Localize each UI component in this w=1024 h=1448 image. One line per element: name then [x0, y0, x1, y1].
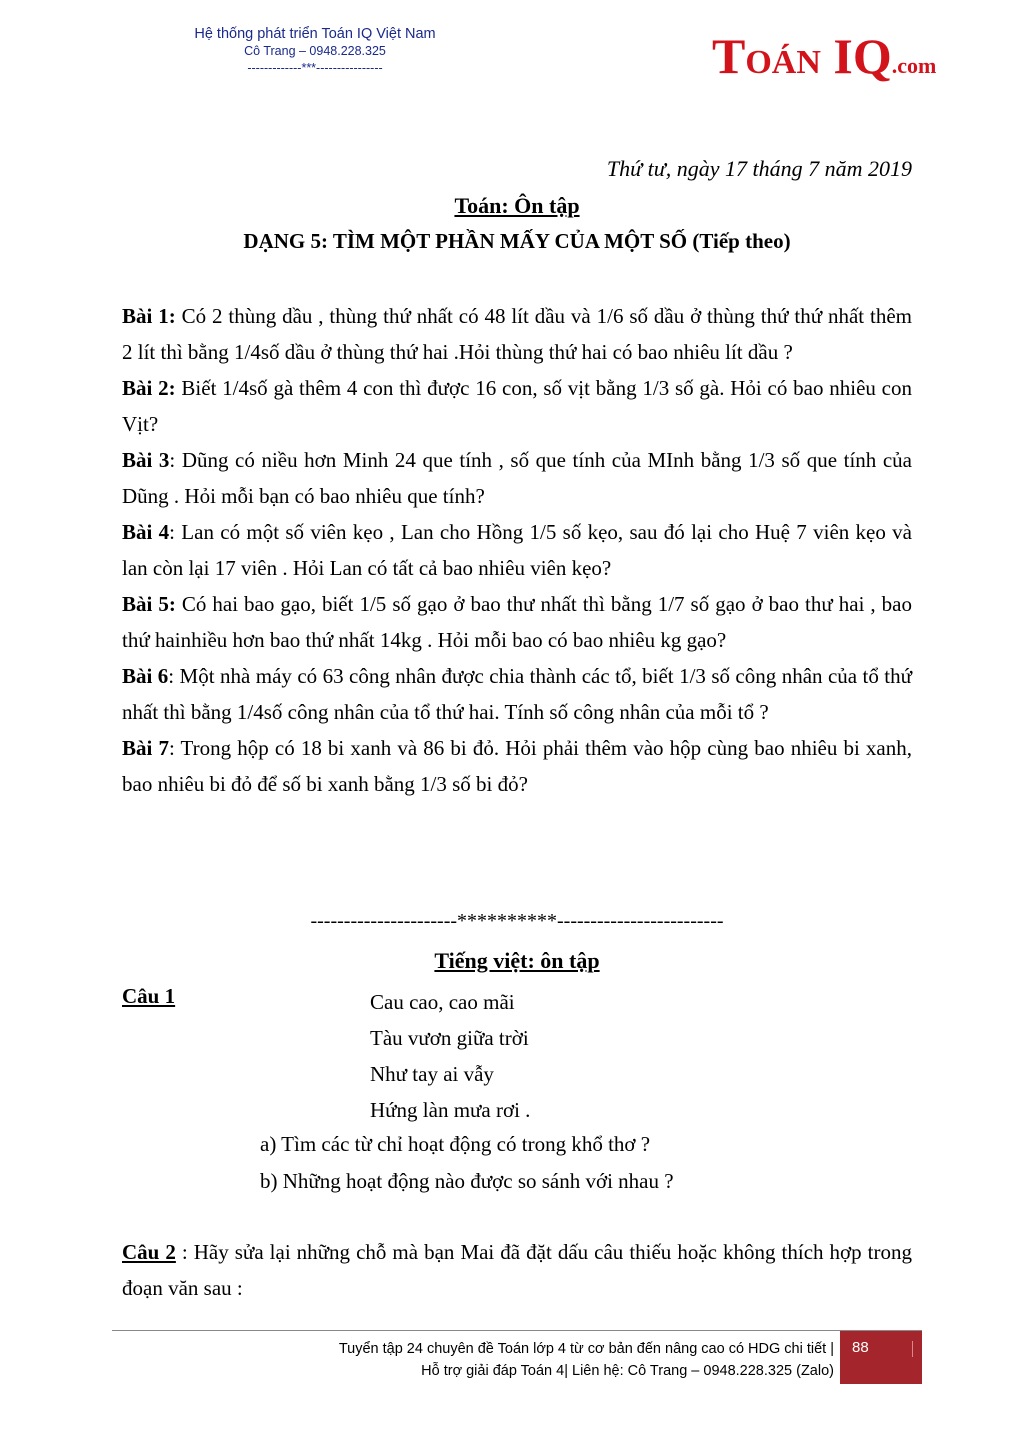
header-line-3: -------------***---------------- — [247, 61, 383, 75]
problem-label: Bài 1: — [122, 304, 176, 328]
problem-1 — [122, 298, 912, 370]
problem-text: : Trong hộp có 18 bi xanh và 86 bi đỏ. Hỏi phải thêm vào hộp cùng bao nhiêu bi xanh, bao nhiêu bi đỏ để số bi xanh bằng 1/3 số bi đỏ? — [122, 736, 912, 796]
problem-2 — [122, 370, 912, 442]
logo-t: T — [712, 28, 746, 84]
cau1-label: Câu 1 — [122, 984, 176, 1008]
cau2 — [122, 1234, 912, 1306]
problem-text: Có 2 thùng dầu , thùng thứ nhất có 48 lít dầu và 1/6 số dầu ở thùng thứ thứ nhất thêm 2 lít thì bằng 1/4số dầu ở thùng thứ hai .Hỏi thùng thứ hai có bao nhiêu lít dầu ? — [122, 304, 912, 364]
header-info — [150, 26, 480, 77]
header-line-2: Cô Trang – 0948.228.325 — [244, 44, 386, 58]
problem-label: Bài 4 — [122, 520, 170, 544]
problem-4 — [122, 514, 912, 586]
page-box-divider — [912, 1341, 913, 1357]
problem-text: Có hai bao gạo, biết 1/5 số gạo ở bao thư nhất thì bằng 1/7 số gạo ở bao thư hai , bao thứ hainhiều hơn bao thứ nhất 14kg . Hỏi mỗi bao có bao nhiêu kg gạo? — [122, 592, 912, 652]
poem — [370, 984, 530, 1128]
math-subtitle: DẠNG 5: TÌM MỘT PHẦN MẤY CỦA MỘT SỐ (Tiếp theo) — [243, 229, 791, 253]
problem-list — [122, 298, 912, 802]
problem-6 — [122, 658, 912, 730]
document-date: Thứ tư, ngày 17 tháng 7 năm 2019 — [606, 156, 912, 181]
logo-iq: IQ — [820, 28, 892, 84]
problem-5 — [122, 586, 912, 658]
logo-com: .com — [891, 53, 937, 78]
problem-label: Bài 2: — [122, 376, 176, 400]
problem-7 — [122, 730, 912, 802]
problem-text: : Lan có một số viên kẹo , Lan cho Hồng 1/5 số kẹo, sau đó lại cho Huệ 7 viên kẹo và lan còn lại 17 viên . Hỏi Lan có tất cả bao nhiêu viên kẹo? — [122, 520, 913, 580]
poem-line: Như tay ai vẫy — [370, 1062, 494, 1086]
cau2-label: Câu 2 — [122, 1240, 176, 1264]
page-number: 88 — [852, 1339, 869, 1356]
poem-line: Tàu vươn giữa trời — [370, 1026, 529, 1050]
cau2-text: : Hãy sửa lại những chỗ mà bạn Mai đã đặt dấu câu thiếu hoặc không thích hợp trong đoạn văn sau : — [122, 1240, 912, 1300]
problem-text: : Một nhà máy có 63 công nhân được chia thành các tổ, biết 1/3 số công nhân của tổ thứ nhất thì bằng 1/4số công nhân của tổ thứ hai. Tính số công nhân của mỗi tổ ? — [122, 664, 912, 724]
math-title: Toán: Ôn tập — [454, 193, 580, 218]
footer-line-2: Hỗ trợ giải đáp Toán 4| Liên hệ: Cô Trang – 0948.228.325 (Zalo) — [421, 1363, 834, 1379]
section-separator: ----------------------**********------------------------- — [310, 910, 724, 932]
toaniq-logo — [712, 28, 936, 84]
question-a: a) Tìm các từ chỉ hoạt động có trong khổ thơ ? — [260, 1132, 651, 1156]
problem-label: Bài 3 — [122, 448, 170, 472]
footer-divider — [112, 1330, 922, 1331]
problem-label: Bài 5: — [122, 592, 176, 616]
page-number-box — [840, 1331, 922, 1384]
problem-label: Bài 7 — [122, 736, 169, 760]
poem-line: Cau cao, cao mãi — [370, 990, 515, 1014]
cau1-questions — [260, 1126, 674, 1200]
problem-text: Biết 1/4số gà thêm 4 con thì được 16 con, số vịt bằng 1/3 số gà. Hỏi có bao nhiêu con Vịt? — [122, 376, 912, 436]
problem-label: Bài 6 — [122, 664, 169, 688]
poem-line: Hứng làn mưa rơi . — [370, 1098, 531, 1122]
logo-oan: OÁN — [745, 44, 821, 81]
footer-line-1: Tuyển tập 24 chuyên đề Toán lớp 4 từ cơ bản đến nâng cao có HDG chi tiết | — [338, 1341, 834, 1357]
header-line-1: Hệ thống phát triển Toán IQ Việt Nam — [194, 26, 436, 42]
question-b: b) Những hoạt động nào được so sánh với nhau ? — [260, 1169, 674, 1193]
vietnamese-title: Tiếng việt: ôn tập — [434, 948, 600, 973]
problem-3 — [122, 442, 912, 514]
problem-text: : Dũng có niều hơn Minh 24 que tính , số que tính của MInh bằng 1/3 số que tính của Dũng . Hỏi mỗi bạn có bao nhiêu que tính? — [122, 448, 913, 508]
footer-text — [339, 1338, 834, 1382]
